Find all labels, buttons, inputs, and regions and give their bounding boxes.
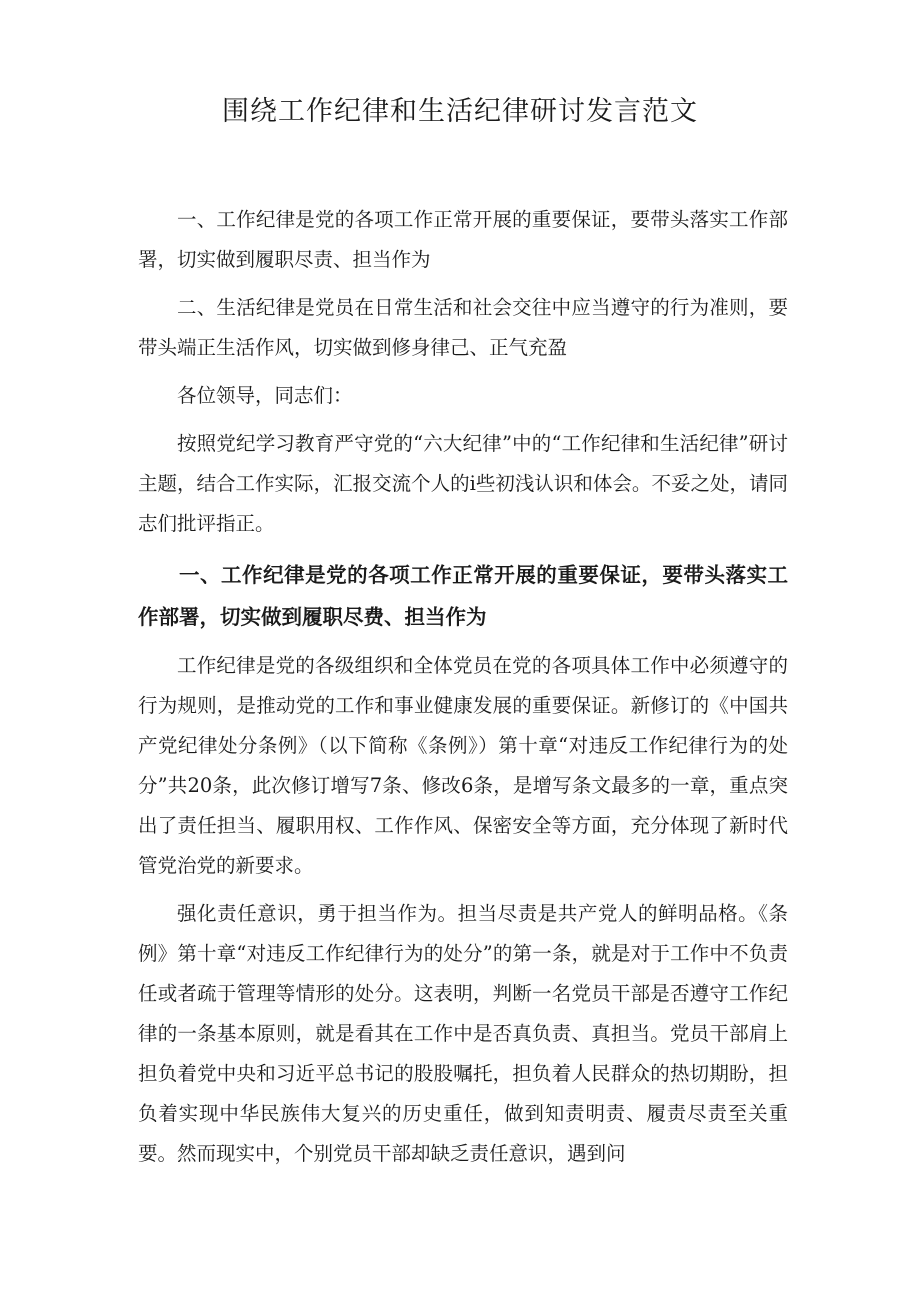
greeting: 各位领导，同志们：: [177, 384, 353, 407]
spacer: [138, 368, 788, 376]
spacer: [138, 280, 788, 288]
spacer: [138, 638, 788, 646]
intro-paragraph: 按照党纪学习教育严守党的“六大纪律”中的“工作纪律和生活纪律”研讨主题，结合工作实际，汇报交流个人的i些初浅认识和体会。不妥之处，请同志们批评指正。: [138, 432, 788, 535]
spacer: [138, 886, 788, 894]
document-body: [138, 200, 788, 1174]
section-1-heading: 一、工作纪律是党的各项工作正常开展的重要保证，要带头落实工作部署，切实做到履职尽费、担当作为: [138, 563, 788, 629]
spacer: [138, 416, 788, 424]
section-1-paragraph-1: 工作纪律是党的各级组织和全体党员在党的各项具体工作中必须遵守的行为规则，是推动党的工作和事业健康发展的重要保证。新修订的《中国共产党纪律处分条例》（以下简称《条例》）第十章“对违反工作纪律行为的处分”共20条，此次修订增写7条、修改6条，是增写条文最多的一章，重点突出了责任担当、履职用权、工作作风、保密安全等方面，充分体现了新时代管党治党的新要求。: [138, 654, 788, 877]
section-1-paragraph-2: 强化责任意识，勇于担当作为。担当尽责是共产党人的鲜明品格。《条例》第十章“对违反工作纪律行为的处分”的第一条，就是对于工作中不负责任或者疏于管理等情形的处分。这表明，判断一名党员干部是否遵守工作纪律的一条基本原则，就是看其在工作中是否真负责、真担当。党员干部肩上担负着党中央和习近平总书记的股股嘱托，担负着人民群众的热切期盼，担负着实现中华民族伟大复兴的历史重任，做到知责明责、履责尽责至关重要。然而现实中，个别党员干部却缺乏责任意识，遇到问: [138, 902, 788, 1165]
outline-item-2: 二、生活纪律是党员在日常生活和社会交往中应当遵守的行为准则，要带头端正生活作风，切实做到修身律己、正气充盈: [138, 296, 788, 359]
outline-item-1: 一、工作纪律是党的各项工作正常开展的重要保证，要带头落实工作部署，切实做到履职尽责、担当作为: [138, 208, 788, 271]
spacer: [138, 544, 788, 552]
document-title: 围绕工作纪律和生活纪律研讨发言范文: [222, 96, 698, 127]
